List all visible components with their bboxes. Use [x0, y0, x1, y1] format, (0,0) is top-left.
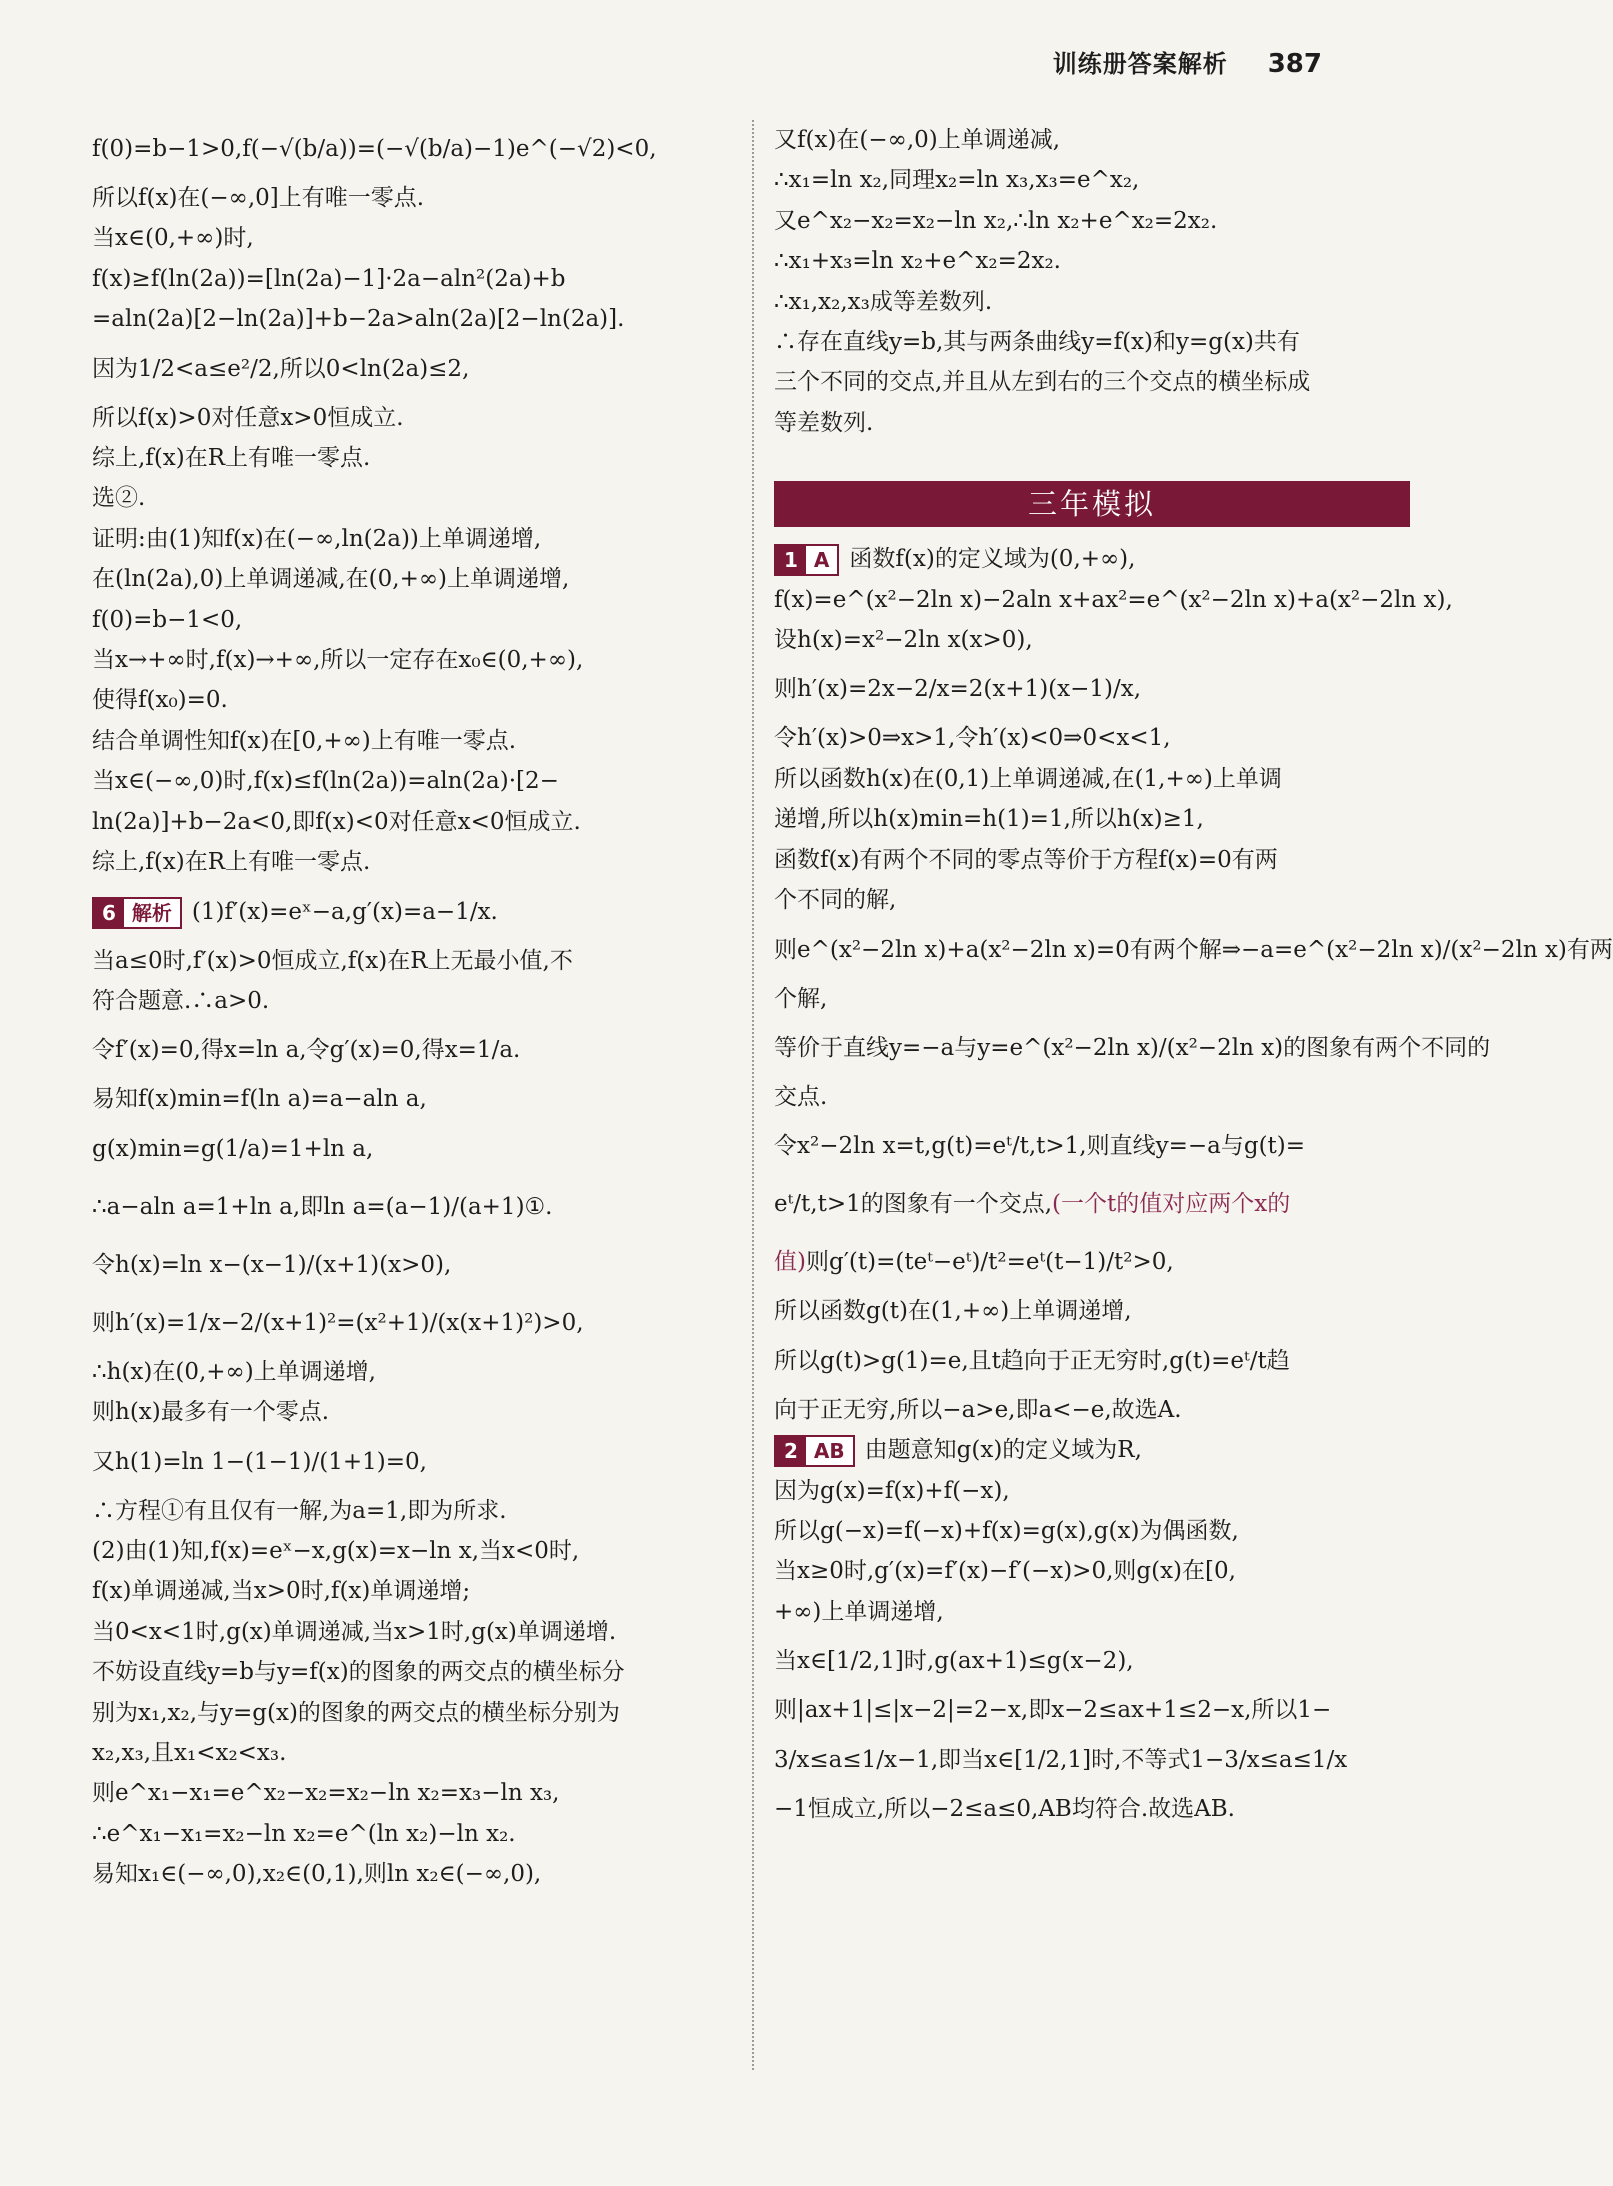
text-line: 当x∈(0,+∞)时,	[92, 225, 254, 252]
text-line: 综上,f(x)在R上有唯一零点.	[92, 849, 371, 876]
text-fragment: eᵗ/t,t>1的图象有一个交点,	[774, 1191, 1053, 1218]
question-2-header	[774, 1430, 1410, 1470]
margin-note-cont: 值)	[774, 1249, 806, 1276]
text-line: g(x)min=g(1/a)=1+ln a,	[92, 1135, 374, 1162]
text-line: 当x≥0时,g′(x)=f′(x)−f′(−x)>0,则g(x)在[0,	[774, 1558, 1236, 1585]
text-line: 当0<x<1时,g(x)单调递减,当x>1时,g(x)单调递增.	[92, 1618, 617, 1645]
section-title: 三年模拟	[774, 481, 1410, 527]
text-line: 令h′(x)>0⇒x>1,令h′(x)<0⇒0<x<1,	[774, 725, 1171, 752]
text-line: 当x∈[1/2,1]时,g(ax+1)≤g(x−2),	[774, 1648, 1134, 1675]
question-1-first-line: 函数f(x)的定义域为(0,+∞),	[849, 546, 1136, 573]
text-line: 易知x₁∈(−∞,0),x₂∈(0,1),则ln x₂∈(−∞,0),	[92, 1861, 542, 1888]
text-line: 令h(x)=ln x−(x−1)/(x+1)(x>0),	[92, 1251, 452, 1278]
text-line: 递增,所以h(x)min=h(1)=1,所以h(x)≥1,	[774, 806, 1204, 833]
text-line: 别为x₁,x₂,与y=g(x)的图象的两交点的横坐标分别为	[92, 1699, 620, 1726]
book-title: 训练册答案解析	[1052, 50, 1228, 78]
question-2-first-line: 由题意知g(x)的定义域为R,	[864, 1437, 1142, 1464]
text-line: 又f(x)在(−∞,0)上单调递减,	[774, 127, 1061, 153]
question-answer: AB	[806, 1437, 853, 1465]
text-line: 综上,f(x)在R上有唯一零点.	[92, 445, 371, 472]
section-spacer	[774, 443, 1410, 473]
text-line: ∴e^x₁−x₁=x₂−ln x₂=e^(ln x₂)−ln x₂.	[92, 1820, 516, 1847]
text-line: ∴h(x)在(0,+∞)上单调递增,	[92, 1358, 376, 1385]
question-answer: A	[806, 546, 837, 574]
text-line: −1恒成立,所以−2≤a≤0,AB均符合.故选AB.	[774, 1795, 1235, 1822]
text-fragment: 则g′(t)=(teᵗ−eᵗ)/t²=eᵗ(t−1)/t²>0,	[805, 1249, 1174, 1276]
text-line: 当x→+∞时,f(x)→+∞,所以一定存在x₀∈(0,+∞),	[92, 647, 584, 674]
question-1-header	[774, 539, 1410, 579]
text-line: ∴方程①有且仅有一解,为a=1,即为所求.	[92, 1497, 507, 1524]
text-line: f(x)=e^(x²−2ln x)−2aln x+ax²=e^(x²−2ln x)+a(x²−2ln x),	[774, 586, 1453, 613]
text-line: 则|ax+1|≤|x−2|=2−x,即x−2≤ax+1≤2−x,所以1−	[774, 1697, 1332, 1724]
text-line: 等价于直线y=−a与y=e^(x²−2ln x)/(x²−2ln x)的图象有两个不同的	[774, 1034, 1491, 1061]
text-line: f(x)≥f(ln(2a))=[ln(2a)−1]·2a−aln²(2a)+b	[92, 265, 566, 292]
text-line: ∴x₁,x₂,x₃成等差数列.	[774, 288, 993, 315]
text-line: 则e^(x²−2ln x)+a(x²−2ln x)=0有两个解⇒−a=e^(x²−2ln x)/(x²−2ln x)有两	[774, 936, 1613, 963]
question-6-tag	[92, 897, 182, 929]
text-line: 所以函数g(t)在(1,+∞)上单调递增,	[774, 1298, 1132, 1325]
text-line: (2)由(1)知,f(x)=eˣ−x,g(x)=x−ln x,当x<0时,	[92, 1537, 580, 1564]
question-number: 6	[94, 899, 124, 927]
left-column	[92, 120, 732, 1895]
text-line: 等差数列.	[774, 409, 874, 436]
text-line: x₂,x₃,且x₁<x₂<x₃.	[92, 1739, 287, 1766]
text-line: 所以函数h(x)在(0,1)上单调递减,在(1,+∞)上单调	[774, 765, 1282, 792]
text-line: 则h′(x)=1/x−2/(x+1)²=(x²+1)/(x(x+1)²)>0,	[92, 1309, 584, 1336]
text-line: f(x)单调递减,当x>0时,f(x)单调递增;	[92, 1578, 471, 1605]
question-1-tag	[774, 544, 839, 576]
text-line: 符合题意.∴a>0.	[92, 987, 270, 1014]
question-6-header	[92, 883, 732, 941]
text-line: 则e^x₁−x₁=e^x₂−x₂=x₂−ln x₂=x₃−ln x₃,	[92, 1780, 560, 1807]
text-line: 令x²−2ln x=t,g(t)=eᵗ/t,t>1,则直线y=−a与g(t)=	[774, 1133, 1306, 1160]
page-number: 387	[1267, 49, 1322, 79]
text-line: 个不同的解,	[774, 887, 897, 914]
text-line: +∞)上单调递增,	[774, 1598, 944, 1625]
text-line: 当a≤0时,f′(x)>0恒成立,f(x)在R上无最小值,不	[92, 947, 573, 974]
text-line: ∴a−aln a=1+ln a,即ln a=(a−1)/(a+1)①.	[92, 1193, 553, 1220]
text-line: 则h(x)最多有一个零点.	[92, 1399, 330, 1426]
question-6-first-line: (1)f′(x)=eˣ−a,g′(x)=a−1/x.	[191, 898, 498, 925]
text-line: 不妨设直线y=b与y=f(x)的图象的两交点的横坐标分	[92, 1659, 625, 1686]
margin-note: (一个t的值对应两个x的	[1052, 1191, 1291, 1218]
text-line: 设h(x)=x²−2ln x(x>0),	[774, 627, 1033, 654]
text-line: ∴x₁+x₃=ln x₂+e^x₂=2x₂.	[774, 248, 1061, 275]
text-line: 交点.	[774, 1083, 828, 1110]
right-column	[774, 120, 1613, 1829]
text-line: 在(ln(2a),0)上单调递减,在(0,+∞)上单调递增,	[92, 566, 570, 593]
text-line: 使得f(x₀)=0.	[92, 687, 228, 714]
text-line-with-note	[774, 1233, 1410, 1291]
text-line: 又h(1)=ln 1−(1−1)/(1+1)=0,	[92, 1448, 427, 1475]
text-line: 则h′(x)=2x−2/x=2(x+1)(x−1)/x,	[774, 676, 1142, 703]
text-line: ln(2a)]+b−2a<0,即f(x)<0对任意x<0恒成立.	[92, 808, 581, 835]
text-line: f(0)=b−1>0,f(−√(b/a))=(−√(b/a)−1)e^(−√2)<0,	[92, 136, 657, 162]
text-line: 结合单调性知f(x)在[0,+∞)上有唯一零点.	[92, 727, 517, 754]
question-number: 2	[776, 1437, 806, 1465]
text-line: 因为g(x)=f(x)+f(−x),	[774, 1477, 1010, 1504]
text-line: 向于正无穷,所以−a>e,即a<−e,故选A.	[774, 1396, 1182, 1423]
text-line: 函数f(x)有两个不同的零点等价于方程f(x)=0有两	[774, 846, 1278, 873]
text-line: 证明:由(1)知f(x)在(−∞,ln(2a))上单调递增,	[92, 525, 542, 552]
text-line: 个解,	[774, 985, 828, 1012]
text-line: ∴x₁=ln x₂,同理x₂=ln x₃,x₃=e^x₂,	[774, 167, 1140, 194]
text-line: 令f′(x)=0,得x=ln a,令g′(x)=0,得x=1/a.	[92, 1037, 521, 1064]
text-line: 所以f(x)在(−∞,0]上有唯一零点.	[92, 185, 425, 211]
text-line: ∴存在直线y=b,其与两条曲线y=f(x)和y=g(x)共有	[774, 329, 1300, 356]
text-line: 3/x≤a≤1/x−1,即当x∈[1/2,1]时,不等式1−3/x≤a≤1/x	[774, 1746, 1348, 1773]
text-line: 选②.	[92, 485, 146, 512]
text-line: 所以f(x)>0对任意x>0恒成立.	[92, 404, 404, 431]
question-number: 1	[776, 546, 806, 574]
page-header	[1053, 44, 1322, 79]
text-line: 易知f(x)min=f(ln a)=a−aln a,	[92, 1086, 427, 1113]
text-line: 所以g(t)>g(1)=e,且t趋向于正无穷时,g(t)=eᵗ/t趋	[774, 1347, 1290, 1374]
text-line: 当x∈(−∞,0)时,f(x)≤f(ln(2a))=aln(2a)·[2−	[92, 768, 559, 795]
question-2-tag	[774, 1435, 855, 1467]
text-line: f(0)=b−1<0,	[92, 606, 243, 633]
question-label: 解析	[124, 899, 180, 927]
text-line: 所以g(−x)=f(−x)+f(x)=g(x),g(x)为偶函数,	[774, 1517, 1239, 1544]
text-line: =aln(2a)[2−ln(2a)]+b−2a>aln(2a)[2−ln(2a)].	[92, 306, 625, 333]
text-line: 又e^x₂−x₂=x₂−ln x₂,∴ln x₂+e^x₂=2x₂.	[774, 207, 1218, 234]
text-line: 因为1/2<a≤e²/2,所以0<ln(2a)≤2,	[92, 355, 470, 382]
column-divider	[752, 120, 754, 2070]
text-line: 三个不同的交点,并且从左到右的三个交点的横坐标成	[774, 369, 1311, 396]
text-line-with-note	[774, 1175, 1410, 1233]
